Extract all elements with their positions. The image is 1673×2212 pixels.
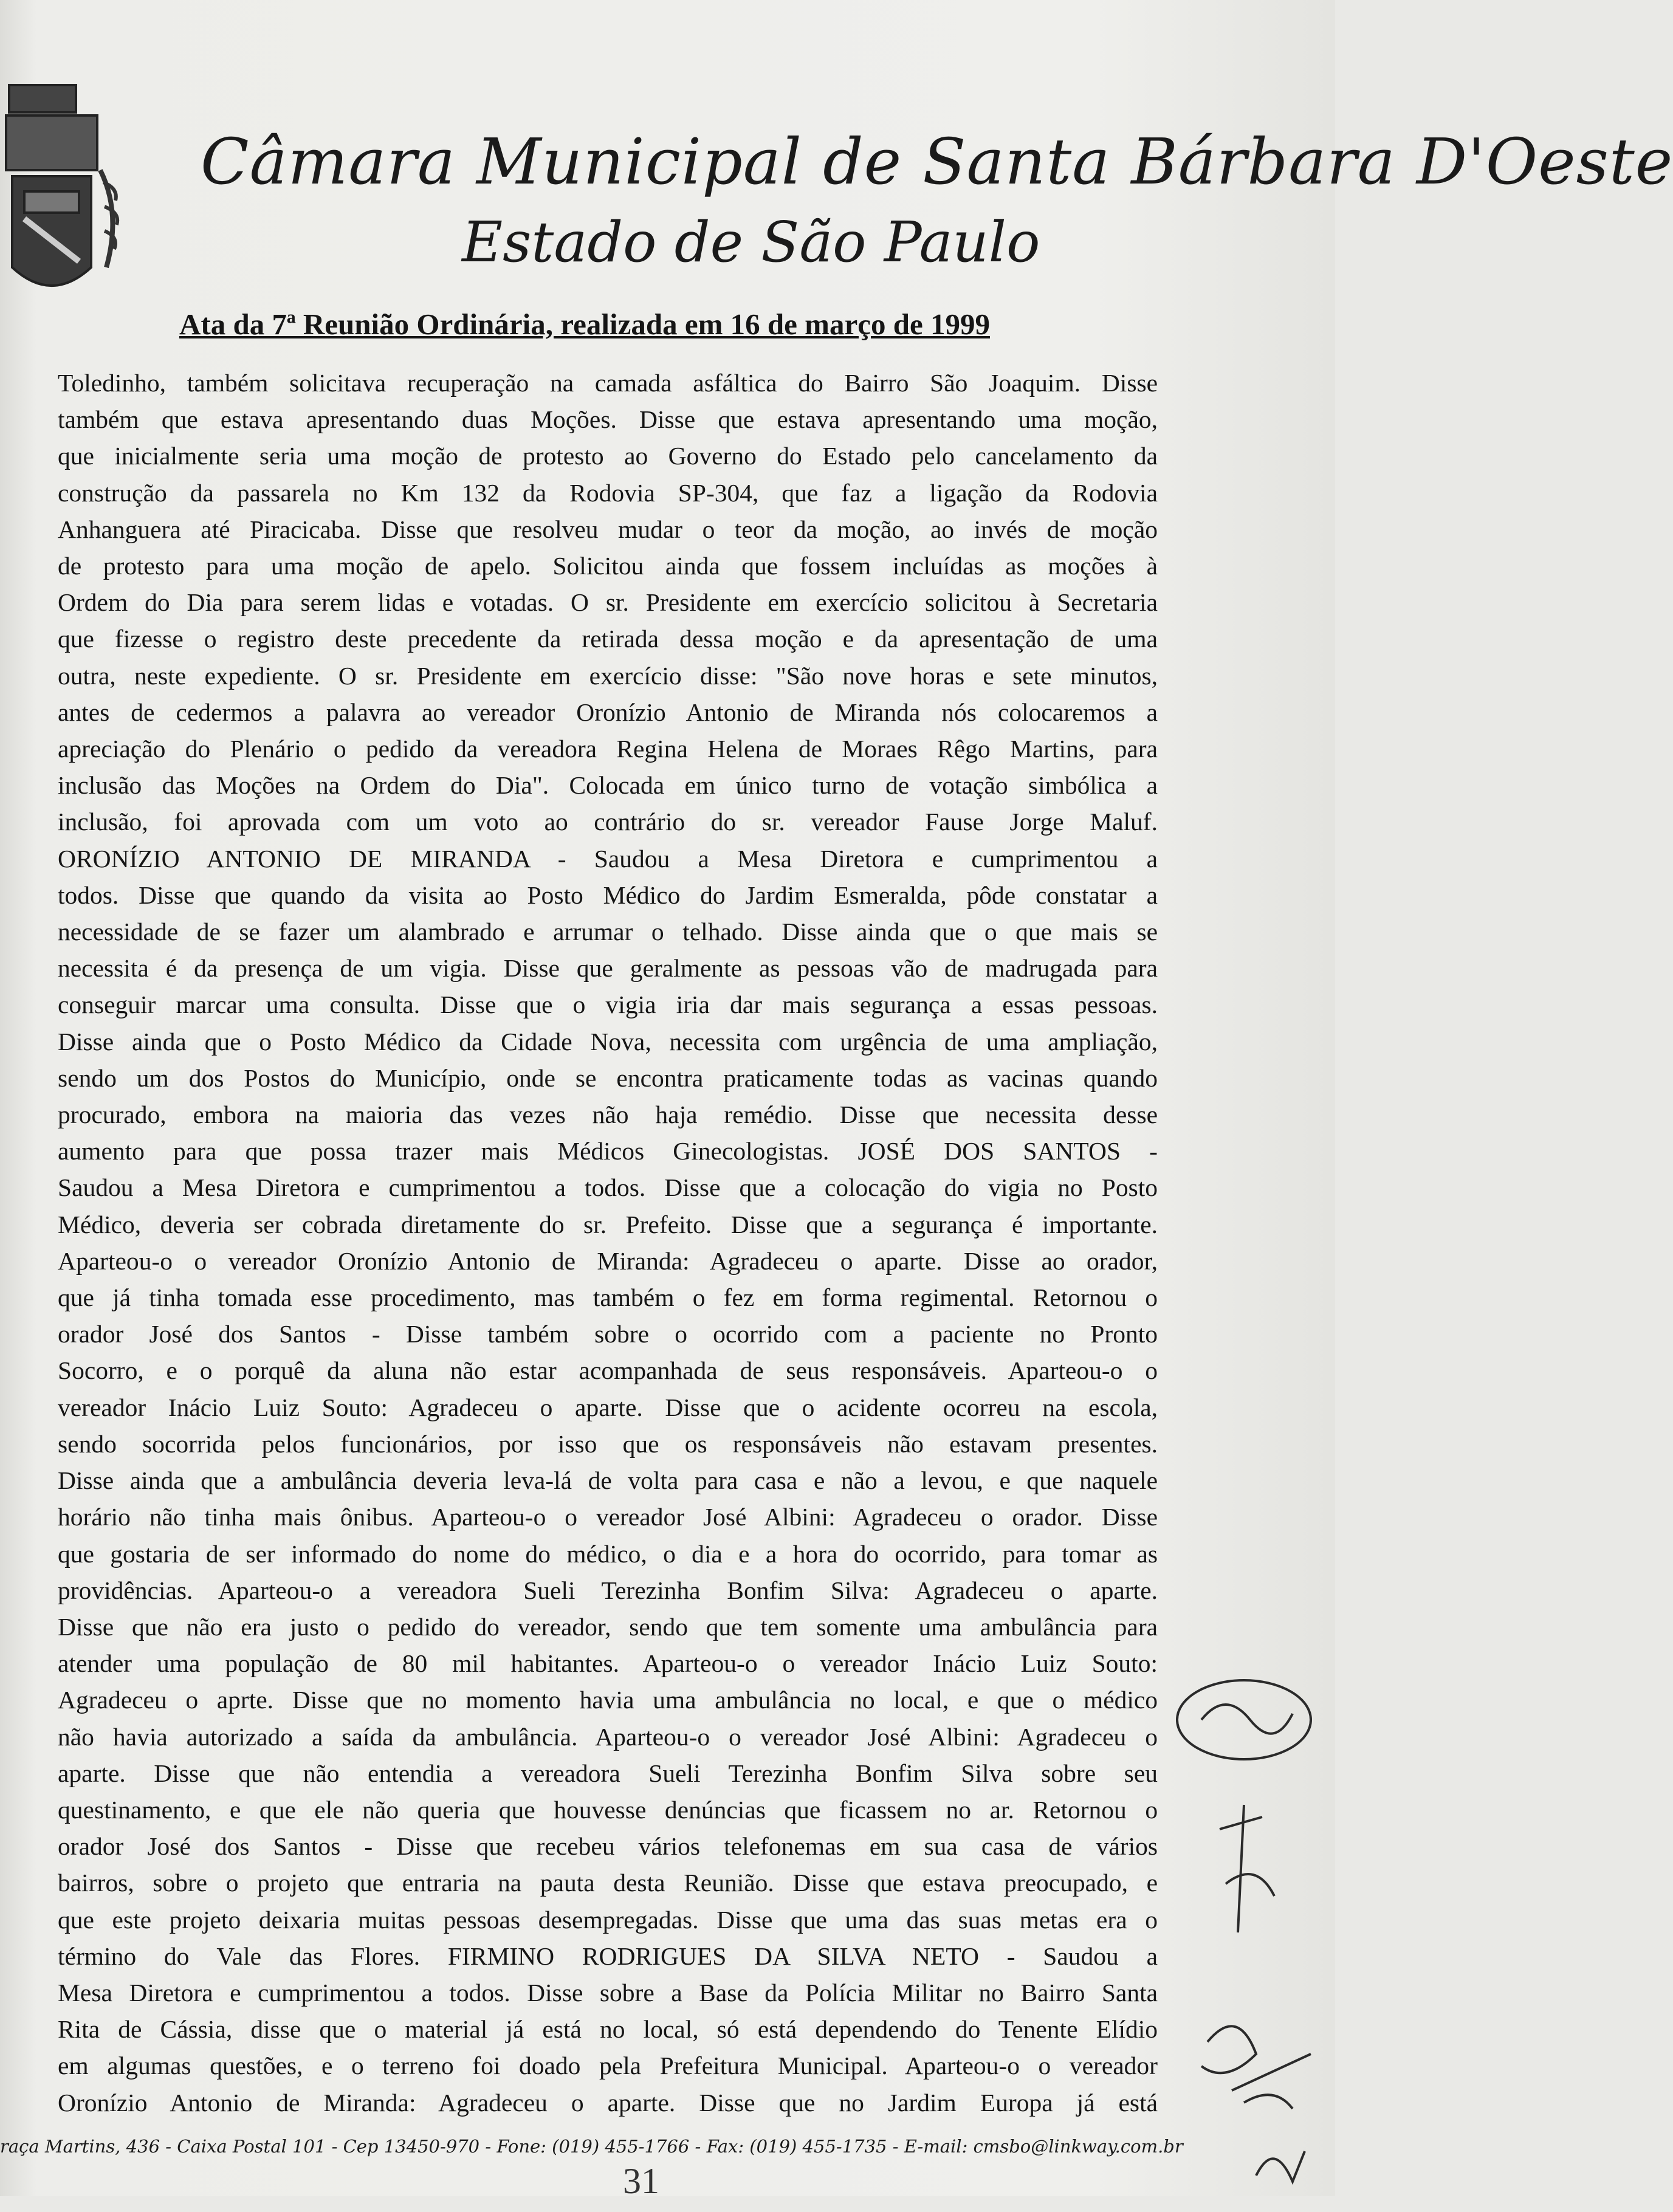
minutes-line: todos. Disse que quando da visita ao Posto Médico do Jardim Esmeralda, pôde constatar a <box>58 881 1158 909</box>
minutes-line: bairros, sobre o projeto que entraria na pauta desta Reunião. Disse que estava preocupado, e <box>58 1869 1158 1897</box>
minutes-line: aumento para que possa trazer mais Médicos Ginecologistas. JOSÉ DOS SANTOS - <box>58 1137 1158 1166</box>
minutes-line: outra, neste expediente. O sr. Presidente em exercício disse: "São nove horas e sete minutos, <box>58 661 1158 690</box>
minutes-line: aparte. Disse que não entendia a vereadora Sueli Terezinha Bonfim Silva sobre seu <box>58 1759 1158 1787</box>
minutes-line: que já tinha tomada esse procedimento, mas também o fez em forma regimental. Retornou o <box>58 1283 1158 1312</box>
minutes-line: Ordem do Dia para serem lidas e votadas. O sr. Presidente em exercício solicitou à Secretaria <box>58 588 1158 617</box>
minutes-line: em algumas questões, e o terreno foi doado pela Prefeitura Municipal. Aparteou-o o vereador <box>58 2052 1158 2080</box>
minutes-line: horário não tinha mais ônibus. Aparteou-o o vereador José Albini: Agradeceu o orador. Disse <box>58 1503 1158 1531</box>
minutes-line: orador José dos Santos - Disse que recebeu vários telefonemas em sua casa de vários <box>58 1832 1158 1861</box>
minutes-line: necessita é da presença de um vigia. Disse que geralmente as pessoas vão de madrugada para <box>58 954 1158 983</box>
chamber-title: Câmara Municipal de Santa Bárbara D'Oeste <box>201 125 1673 199</box>
minutes-line: procurado, embora na maioria das vezes não haja remédio. Disse que necessita desse <box>58 1101 1158 1129</box>
minutes-line: não havia autorizado a saída da ambulância. Aparteou-o o vereador José Albini: Agradeceu o <box>58 1722 1158 1751</box>
minutes-line: Disse ainda que a ambulância deveria leva-lá de volta para casa e não a levou, e que naquele <box>58 1466 1158 1495</box>
minutes-line: Oronízio Antonio de Miranda: Agradeceu o aparte. Disse que no Jardim Europa já está <box>58 2088 1158 2117</box>
minutes-line: Anhanguera até Piracicaba. Disse que resolveu mudar o teor da moção, ao invés de moção <box>58 515 1158 543</box>
minutes-line: que inicialmente seria uma moção de protesto ao Governo do Estado pelo cancelamento da <box>58 442 1158 470</box>
minutes-line: que este projeto deixaria muitas pessoas desempregadas. Disse que uma das suas metas era o <box>58 1905 1158 1934</box>
minutes-line: apreciação do Plenário o pedido da vereadora Regina Helena de Moraes Rêgo Martins, para <box>58 735 1158 763</box>
minutes-line: Disse que não era justo o pedido do vereador, sendo que tem somente uma ambulância para <box>58 1612 1158 1641</box>
address-footer: raça Martins, 436 - Caixa Postal 101 - Cep 13450-970 - Fone: (019) 455-1766 - Fax: (019) 455-1735 - E-mail: cmsbo@linkway.com.br <box>0 2136 1183 2157</box>
minutes-line: também que estava apresentando duas Moções. Disse que estava apresentando uma moção, <box>58 405 1158 434</box>
minutes-line: vereador Inácio Luiz Souto: Agradeceu o aparte. Disse que o acidente ocorreu na escola, <box>58 1393 1158 1421</box>
signatures-icon <box>1153 1665 1335 2212</box>
minutes-line: ORONÍZIO ANTONIO DE MIRANDA - Saudou a Mesa Diretora e cumprimentou a <box>58 844 1158 873</box>
minutes-line: construção da passarela no Km 132 da Rodovia SP-304, que faz a ligação da Rodovia <box>58 478 1158 507</box>
minutes-line: inclusão, foi aprovada com um voto ao contrário do sr. vereador Fause Jorge Maluf. <box>58 808 1158 836</box>
state-subtitle: Estado de São Paulo <box>462 210 1040 275</box>
minutes-line: inclusão das Moções na Ordem do Dia". Colocada em único turno de votação simbólica a <box>58 771 1158 800</box>
minutes-line: antes de cedermos a palavra ao vereador Oronízio Antonio de Miranda nós colocaremos a <box>58 698 1158 726</box>
minutes-line: atender uma população de 80 mil habitantes. Aparteou-o o vereador Inácio Luiz Souto: <box>58 1649 1158 1678</box>
minutes-line: conseguir marcar uma consulta. Disse que o vigia iria dar mais segurança a essas pessoas. <box>58 991 1158 1019</box>
minutes-line: de protesto para uma moção de apelo. Solicitou ainda que fossem incluídas as moções à <box>58 552 1158 580</box>
minutes-line: sendo um dos Postos do Município, onde se encontra praticamente todas as vacinas quando <box>58 1063 1158 1092</box>
minutes-line: necessidade de se fazer um alambrado e arrumar o telhado. Disse ainda que o que mais se <box>58 918 1158 946</box>
minutes-line: questinamento, e que ele não queria que houvesse denúncias que ficassem no ar. Retornou o <box>58 1795 1158 1824</box>
minutes-line: sendo socorrida pelos funcionários, por isso que os responsáveis não estavam presentes. <box>58 1429 1158 1458</box>
minutes-line: Agradeceu o aprte. Disse que no momento havia uma ambulância no local, e que o médico <box>58 1686 1158 1714</box>
minutes-line: orador José dos Santos - Disse também sobre o ocorrido com a paciente no Pronto <box>58 1320 1158 1348</box>
minutes-title: Ata da 7ª Reunião Ordinária, realizada em 16 de março de 1999 <box>179 307 990 341</box>
municipal-coat-of-arms-icon <box>0 61 128 310</box>
minutes-line: Disse ainda que o Posto Médico da Cidade Nova, necessita com urgência de uma ampliação, <box>58 1027 1158 1056</box>
minutes-line: Mesa Diretora e cumprimentou a todos. Disse sobre a Base da Polícia Militar no Bairro Santa <box>58 1978 1158 2007</box>
minutes-line: providências. Aparteou-o a vereadora Sueli Terezinha Bonfim Silva: Agradeceu o aparte. <box>58 1576 1158 1604</box>
minutes-line: Rita de Cássia, disse que o material já está no local, só está dependendo do Tenente Elídio <box>58 2015 1158 2044</box>
page-number: 31 <box>623 2161 659 2201</box>
minutes-line: que fizesse o registro deste precedente da retirada dessa moção e da apresentação de uma <box>58 625 1158 653</box>
minutes-line: Saudou a Mesa Diretora e cumprimentou a todos. Disse que a colocação do vigia no Posto <box>58 1173 1158 1202</box>
minutes-line: que gostaria de ser informado do nome do médico, o dia e a hora do ocorrido, para tomar as <box>58 1539 1158 1568</box>
minutes-line: Toledinho, também solicitava recuperação na camada asfáltica do Bairro São Joaquim. Disse <box>58 369 1158 397</box>
minutes-line: Médico, deveria ser cobrada diretamente do sr. Prefeito. Disse que a segurança é importante. <box>58 1210 1158 1238</box>
minutes-body <box>58 365 1158 2121</box>
minutes-line: término do Vale das Flores. FIRMINO RODRIGUES DA SILVA NETO - Saudou a <box>58 1942 1158 1970</box>
minutes-line: Aparteou-o o vereador Oronízio Antonio de Miranda: Agradeceu o aparte. Disse ao orador, <box>58 1246 1158 1275</box>
minutes-line: Socorro, e o porquê da aluna não estar acompanhada de seus responsáveis. Aparteou-o o <box>58 1356 1158 1385</box>
